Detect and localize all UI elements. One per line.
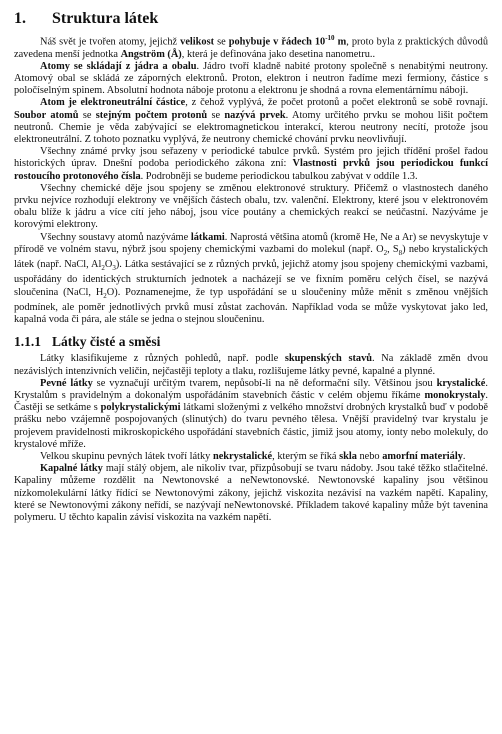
section-body — [14, 32, 488, 326]
bold-text-run: Soubor atomů — [14, 109, 79, 121]
paragraph — [14, 61, 488, 98]
subsection-title: Látky čisté a směsi — [52, 334, 161, 350]
paragraph — [14, 378, 488, 451]
bold-text-run: nekrystalické — [212, 450, 273, 462]
text-run: Látky klasifikujeme z různých pohledů, např. podle — [40, 353, 285, 365]
bold-text-run: m — [334, 36, 347, 48]
bold-text-run: Angström (Å) — [120, 48, 182, 60]
section-number: 1. — [14, 10, 26, 27]
subsection-body — [14, 353, 488, 524]
text-run: se — [78, 109, 96, 121]
paragraph — [14, 183, 488, 232]
text-run: , proto byla z praktických důvodů zavedena menší jednotka — [14, 36, 489, 60]
text-run: se — [207, 109, 225, 121]
section-heading — [14, 10, 488, 28]
text-run: . Krystalům s pravidelným a dokonalým uspořádáním stavebních částic v celém objemu říkáme — [14, 377, 488, 401]
bold-text-run: látkami — [190, 231, 225, 243]
text-run: se — [214, 36, 229, 48]
text-run: , S — [387, 243, 399, 255]
text-run: . Jádro tvoří kladně nabité protony společně s nenabitými neutrony. Atomový obal se skládá ze záporných elektronů. Proton, elektron i neutron řadíme mezi fermiony, částice s poločíselným spinem. Absolutní hodnota náboje protonu a elektronu je shodná a rovna elementárnímu náboji. — [14, 60, 488, 97]
text-run: 2 — [103, 291, 107, 300]
bold-text-run: skla — [339, 450, 357, 462]
text-run: se vyznačují určitým tvarem, nepůsobí-li na ně deformační síly. Většinou jsou — [92, 377, 437, 389]
bold-text-run: Vlastnosti prvků jsou periodickou funkcí rostoucího protonového čísla — [14, 158, 489, 182]
paragraph — [14, 451, 488, 463]
bold-text-run: stejným počtem protonů — [95, 109, 208, 121]
bold-text-run: Atom je elektroneutrální částice — [40, 97, 186, 109]
bold-text-run: Atomy se skládají z jádra a obalu — [40, 60, 197, 72]
text-run: 2 — [101, 264, 105, 273]
paragraph — [14, 353, 488, 377]
text-run: . Na základě změn dvou nezávislých intenzivních veličin, nejčastěji teploty a tlaku, rozlišujeme látky pevné, kapalné a plynné. — [14, 353, 488, 377]
bold-text-run: polykrystalickými — [100, 402, 181, 414]
text-run: Všechny chemické děje jsou spojeny se změnou elektronové struktury. Přičemž o vlastnostech daného prvku nejvíce rozhodují elektrony ve vnějších částech obalu, tzv. valenční. Elektrony, které jsou v elektronovém obalu blíže k jádru a více cítí jeho náboj, jsou více poutány a chemických reakcí se neúčastní. Nazýváme je korovými elektrony. — [14, 182, 488, 231]
text-run: . Atomy určitého prvku se mohou lišit počtem neutronů. Chemie je věda zabývající se elektromagnetickou interakcí, kterou neutrony necítí, protože jsou elektroneutrální. Z tohoto poznatku vyplývá, že neutrony chemické chování prvku neovlivňují. — [14, 109, 489, 146]
text-run: Všechny soustavy atomů nazýváme — [40, 231, 191, 243]
text-run: ). Látka sestávající se z různých prvků, jejichž atomy jsou spojeny chemickými vazbami, uspořádány do identických strukturních jednotek a nacházejí se ve fixním poměru celých čísel, se nazývá sloučenina (NaCl, H — [14, 259, 488, 298]
bold-text-run: skupenských stavů — [284, 353, 373, 365]
text-run: nebo — [356, 450, 383, 462]
text-run: , která je definována jako desetina nanometru.. — [181, 48, 376, 60]
text-run: Náš svět je tvořen atomy, jejichž — [40, 36, 181, 48]
paragraph — [14, 97, 488, 146]
bold-text-run: -10 — [325, 34, 335, 42]
text-run: Velkou skupinu pevných látek tvoří látky — [40, 450, 213, 462]
bold-text-run: pohybuje v řádech 10 — [228, 36, 326, 48]
text-run: . Častěji se setkáme s — [14, 389, 488, 414]
text-run: . — [462, 450, 466, 462]
text-run: 2 — [383, 248, 388, 257]
text-run: O — [104, 259, 113, 271]
text-run: 3 — [112, 264, 116, 273]
bold-text-run: Pevné látky — [40, 377, 93, 389]
text-run: Všechny známé prvky jsou seřazeny v periodické tabulce prvků. Systém pro jejich třídění prošel řadou historických úprav. Dnešní podoba periodického zákona zní: — [14, 146, 488, 170]
text-run: , z čehož vyplývá, že počet protonů a počet elektronů se sobě rovnají. — [185, 97, 488, 109]
bold-text-run: velikost — [180, 36, 215, 48]
text-run: mají stálý objem, ale nikoliv tvar, přizpůsobují se tvaru nádoby. Jsou také těžko stlačitelné. Kapaliny můžeme rozdělit na Newtonovské a neNewtonovské. Newtonovské kapaliny jsou většinou nízkomolekulární látky řídící se Newtonovými zákony, jejichž viskozita nezávisí na vazkém napětí. Kapaliny, které se Newtonovými zákony neřídí, se nazývají neNewtonovské. Příkladem takové kapaliny může být tavenina polymeru. U těchto kapalin závisí viskozita na vazkém napětí. — [14, 463, 488, 523]
text-run: O). Poznamenejme, že typ uspořádání se u sloučeniny může měnit s změnou vnějších podmínek, ale poměr jednotlivých prvků musí zůstat zachován. Například voda se může vyskytovat jako led, kapalná voda či pára, ale stále se jedna o stejnou sloučeninu. — [14, 286, 488, 326]
text-run: látkami složenými z velkého množství drobných krystalků buď v podobě prášku nebo vzájemně pospojovaných (slinutých) do tvaru pevného tělesa. Vnější pravidelný tvar krystalu je projevem pravidelnosti mikroskopického uspořádání stavebních částic, jimiž jsou atomy, ionty nebo molekuly, do krystalové mříže. — [14, 402, 488, 450]
bold-text-run: nazývá prvek — [224, 109, 286, 121]
paragraph — [14, 232, 488, 327]
paragraph — [14, 32, 488, 61]
subsection-heading — [14, 334, 488, 350]
section-title: Struktura látek — [52, 10, 159, 27]
bold-text-run: amorfní materiály — [382, 450, 463, 462]
paragraph — [14, 146, 488, 183]
text-run: . Podrobněji se budeme periodickou tabulkou zabývat v oddíle 1.3. — [140, 170, 418, 182]
paragraph — [14, 463, 488, 524]
bold-text-run: krystalické — [436, 377, 486, 389]
subsection-number: 1.1.1 — [14, 334, 41, 350]
bold-text-run: Kapalné látky — [40, 463, 103, 475]
text-run: . Naprostá většina atomů (kromě He, Ne a Ar) se nevyskytuje v přírodě ve volném stavu, nýbrž jsou spojeny chemickými vazbami do molekul (např. O — [14, 231, 488, 255]
bold-text-run: monokrystaly — [424, 389, 486, 401]
text-run: 8 — [398, 248, 403, 257]
text-run: , kterým se říká — [272, 450, 340, 462]
text-run: ) nebo krystalických látek (např. NaCl, Al — [14, 243, 488, 271]
document-page — [14, 10, 488, 524]
